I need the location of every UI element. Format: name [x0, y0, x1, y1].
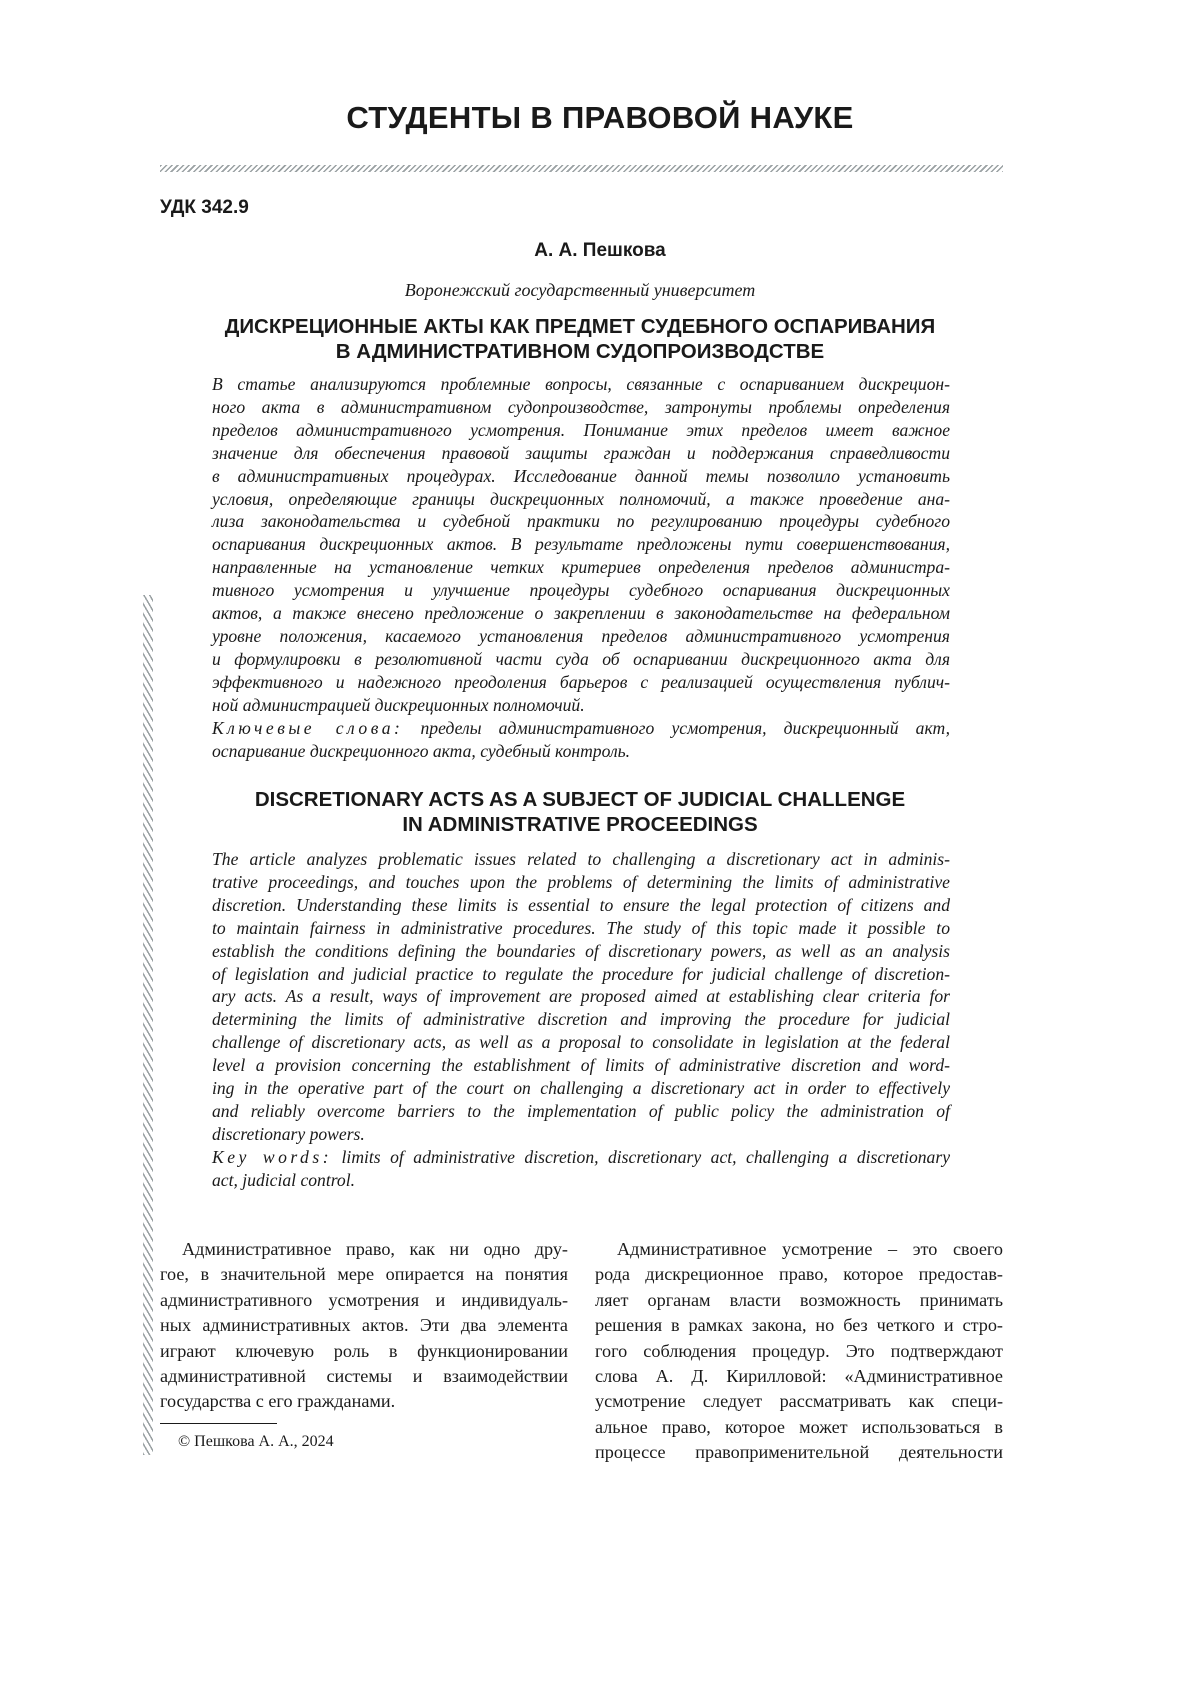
author: А. А. Пешкова	[0, 240, 1200, 262]
title-en-line: IN ADMINISTRATIVE PROCEEDINGS	[0, 812, 1160, 837]
page	[0, 0, 1200, 1697]
body-text-line: играют ключевую роль в функционировании	[160, 1339, 568, 1364]
body-text-line: альное право, которое может использоваться в	[595, 1415, 1003, 1440]
abstract-ru	[212, 373, 950, 762]
abstract-line: determining the limits of administrative discretion and improving the procedure for judicial	[212, 1008, 950, 1031]
body-column-left	[160, 1237, 568, 1415]
abstract-line: ного акта в административном судопроизводстве, затронуты проблемы определения	[212, 396, 950, 419]
hatched-divider	[160, 165, 1003, 172]
body-text-line: административного усмотрения и индивидуаль-	[160, 1288, 568, 1313]
abstract-line: ной администрацией дискреционных полномочий.	[212, 694, 950, 717]
abstract-line: discretion. Understanding these limits is essential to ensure the legal protection of citizens and	[212, 894, 950, 917]
body-text-line: рода дискреционное право, которое предостав-	[595, 1262, 1003, 1287]
abstract-line: establish the conditions defining the boundaries of discretionary powers, as well as an analysis	[212, 940, 950, 963]
abstract-line: В статье анализируются проблемные вопросы, связанные с оспариванием дискрецион-	[212, 373, 950, 396]
abstract-line: и формулировки в резолютивной части суда об оспаривании дискреционного акта для	[212, 648, 950, 671]
abstract-line: тивного усмотрения и улучшение процедуры судебного оспаривания дискреционных	[212, 579, 950, 602]
abstract-line: ary acts. As a result, ways of improvement are proposed aimed at establishing clear criteria for	[212, 985, 950, 1008]
abstract-line: пределов административного усмотрения. Понимание этих пределов имеет важное	[212, 419, 950, 442]
hatched-side-strip	[143, 595, 153, 1455]
abstract-line: discretionary powers.	[212, 1123, 950, 1146]
udk-code: УДК 342.9	[160, 197, 249, 219]
abstract-line: and reliably overcome barriers to the implementation of public policy the administration of	[212, 1100, 950, 1123]
body-text-line: Административное усмотрение – это своего	[595, 1237, 1003, 1262]
body-text-line: ляет органам власти возможность принимать	[595, 1288, 1003, 1313]
keywords-line	[212, 717, 950, 740]
abstract-line: ing in the operative part of the court on challenging a discretionary act in order to effectively	[212, 1077, 950, 1100]
body-text-line: государства с его гражданами.	[160, 1389, 568, 1414]
abstract-line: The article analyzes problematic issues related to challenging a discretionary act in adminis-	[212, 848, 950, 871]
abstract-line: challenge of discretionary acts, as well as a proposal to consolidate in legislation at the federal	[212, 1031, 950, 1054]
body-text-line: слова А. Д. Кирилловой: «Административное	[595, 1364, 1003, 1389]
abstract-line: направленные на установление четких критериев определения пределов администра-	[212, 556, 950, 579]
body-text-line: решения в рамках закона, но без четкого и стро-	[595, 1313, 1003, 1338]
abstract-line: условия, определяющие границы дискреционных полномочий, а также проведение ана-	[212, 488, 950, 511]
copyright-footnote: © Пешкова А. А., 2024	[178, 1433, 334, 1451]
body-text-line: Административное право, как ни одно дру-	[160, 1237, 568, 1262]
keywords-line	[212, 1146, 950, 1169]
keywords-label: Key words:	[212, 1147, 332, 1167]
abstract-line: trative proceedings, and touches upon the problems of determining the limits of administrative	[212, 871, 950, 894]
abstract-line: of legislation and judicial practice to regulate the procedure for judicial challenge of discretion-	[212, 963, 950, 986]
body-text-line: ных административных актов. Эти два элемента	[160, 1313, 568, 1338]
body-text-line: гого соблюдения процедур. Это подтверждают	[595, 1339, 1003, 1364]
body-column-right	[595, 1237, 1003, 1466]
abstract-line: актов, а также внесено предложение о закреплении в законодательстве на федеральном	[212, 602, 950, 625]
abstract-en	[212, 848, 950, 1192]
title-ru-line: ДИСКРЕЦИОННЫЕ АКТЫ КАК ПРЕДМЕТ СУДЕБНОГО ОСПАРИВАНИЯ	[0, 314, 1160, 339]
abstract-line: лиза законодательства и судебной практики по регулированию процедуры судебного	[212, 510, 950, 533]
keywords-text: оспаривание дискреционного акта, судебный контроль.	[212, 740, 950, 763]
abstract-line: в административных процедурах. Исследование данной темы позволило установить	[212, 465, 950, 488]
title-ru	[0, 314, 1160, 364]
abstract-line: to maintain fairness in administrative procedures. The study of this topic made it possible to	[212, 917, 950, 940]
keywords-text: limits of administrative discretion, discretionary act, challenging a discretionary	[332, 1147, 950, 1167]
abstract-line: уровне положения, касаемого установления пределов административного усмотрения	[212, 625, 950, 648]
body-text-line: гое, в значительной мере опирается на понятия	[160, 1262, 568, 1287]
abstract-line: значение для обеспечения правовой защиты граждан и поддержания справедливости	[212, 442, 950, 465]
abstract-line: level a provision concerning the establishment of limits of administrative discretion and word-	[212, 1054, 950, 1077]
title-en	[0, 787, 1160, 837]
footnote-divider	[160, 1423, 277, 1424]
abstract-line: эффективного и надежного преодоления барьеров с реализацией осуществления публич-	[212, 671, 950, 694]
abstract-line: оспаривания дискреционных актов. В результате предложены пути совершенствования,	[212, 533, 950, 556]
body-text-line: усмотрение следует рассматривать как специ-	[595, 1389, 1003, 1414]
title-ru-line: В АДМИНИСТРАТИВНОМ СУДОПРОИЗВОДСТВЕ	[0, 339, 1160, 364]
title-en-line: DISCRETIONARY ACTS AS A SUBJECT OF JUDICIAL CHALLENGE	[0, 787, 1160, 812]
keywords-label: Ключевые слова:	[212, 718, 403, 738]
keywords-text: пределы административного усмотрения, дискреционный акт,	[403, 718, 950, 738]
body-text-line: административной системы и взаимодействии	[160, 1364, 568, 1389]
body-text-line: процессе правоприменительной деятельности	[595, 1440, 1003, 1465]
affiliation: Воронежский государственный университет	[0, 280, 1160, 301]
keywords-text: act, judicial control.	[212, 1169, 950, 1192]
section-title: СТУДЕНТЫ В ПРАВОВОЙ НАУКЕ	[0, 100, 1200, 136]
